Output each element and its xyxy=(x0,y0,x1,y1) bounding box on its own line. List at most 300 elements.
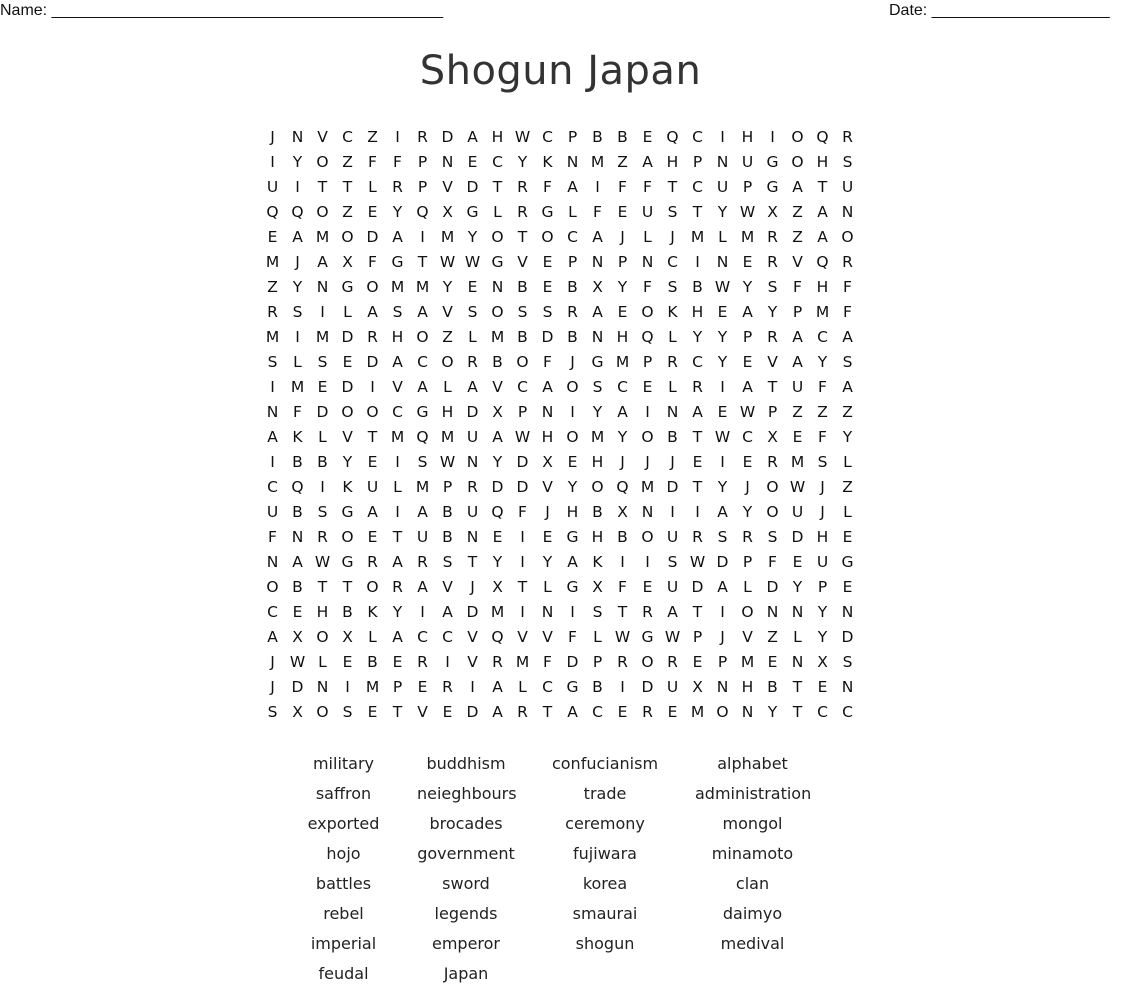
grid-letter[interactable]: A xyxy=(367,302,378,321)
grid-letter[interactable]: R xyxy=(492,652,503,671)
grid-letter[interactable]: E xyxy=(842,527,853,546)
grid-letter[interactable]: R xyxy=(692,527,703,546)
grid-letter[interactable]: M xyxy=(790,452,805,471)
grid-letter[interactable]: H xyxy=(591,452,604,471)
grid-letter[interactable]: P xyxy=(717,652,728,671)
grid-letter[interactable]: M xyxy=(315,327,330,346)
grid-letter[interactable]: N xyxy=(491,277,504,296)
grid-letter[interactable]: C xyxy=(517,377,528,396)
grid-letter[interactable]: H xyxy=(391,327,404,346)
grid-letter[interactable]: M xyxy=(740,227,755,246)
grid-letter[interactable]: B xyxy=(492,352,503,371)
grid-letter[interactable]: A xyxy=(817,202,828,221)
grid-letter[interactable]: H xyxy=(741,677,754,696)
grid-letter[interactable]: O xyxy=(366,577,379,596)
grid-letter[interactable]: Y xyxy=(817,602,828,621)
grid-letter[interactable]: I xyxy=(595,177,600,196)
grid-letter[interactable]: V xyxy=(392,377,403,396)
grid-letter[interactable]: V xyxy=(342,427,353,446)
grid-letter[interactable]: E xyxy=(617,302,628,321)
grid-letter[interactable]: F xyxy=(768,552,777,571)
grid-letter[interactable]: O xyxy=(641,427,654,446)
grid-letter[interactable]: Q xyxy=(816,127,829,146)
grid-letter[interactable]: C xyxy=(417,627,428,646)
grid-letter[interactable]: C xyxy=(267,477,278,496)
grid-letter[interactable]: X xyxy=(617,502,628,521)
grid-letter[interactable]: L xyxy=(443,377,452,396)
grid-letter[interactable]: A xyxy=(742,377,753,396)
grid-letter[interactable]: J xyxy=(645,452,650,471)
grid-letter[interactable]: G xyxy=(341,277,354,296)
grid-letter[interactable]: O xyxy=(316,627,329,646)
grid-letter[interactable]: P xyxy=(692,627,703,646)
grid-letter[interactable]: M xyxy=(615,352,630,371)
grid-letter[interactable]: I xyxy=(395,452,400,471)
grid-letter[interactable]: D xyxy=(516,477,529,496)
grid-letter[interactable]: I xyxy=(395,502,400,521)
grid-letter[interactable]: E xyxy=(642,577,653,596)
grid-letter[interactable]: R xyxy=(767,327,778,346)
grid-letter[interactable]: U xyxy=(266,502,279,521)
grid-letter[interactable]: N xyxy=(716,252,729,271)
grid-letter[interactable]: I xyxy=(770,127,775,146)
grid-letter[interactable]: L xyxy=(668,327,677,346)
grid-letter[interactable]: R xyxy=(692,377,703,396)
grid-letter[interactable]: L xyxy=(743,577,752,596)
grid-letter[interactable]: G xyxy=(491,252,504,271)
grid-letter[interactable]: C xyxy=(817,327,828,346)
grid-letter[interactable]: S xyxy=(392,302,403,321)
grid-letter[interactable]: N xyxy=(591,327,604,346)
grid-letter[interactable]: A xyxy=(467,127,478,146)
grid-letter[interactable]: O xyxy=(566,427,579,446)
grid-letter[interactable]: U xyxy=(816,552,829,571)
grid-letter[interactable]: J xyxy=(270,677,275,696)
grid-letter[interactable]: F xyxy=(618,177,627,196)
grid-letter[interactable]: W xyxy=(614,627,631,646)
grid-letter[interactable]: A xyxy=(567,177,578,196)
grid-letter[interactable]: Z xyxy=(792,227,803,246)
grid-letter[interactable]: R xyxy=(742,527,753,546)
grid-letter[interactable]: R xyxy=(467,352,478,371)
grid-letter[interactable]: B xyxy=(292,577,303,596)
grid-letter[interactable]: A xyxy=(392,552,403,571)
grid-letter[interactable]: C xyxy=(592,702,603,721)
grid-letter[interactable]: E xyxy=(617,202,628,221)
grid-letter[interactable]: Y xyxy=(617,427,628,446)
grid-letter[interactable]: X xyxy=(342,252,353,271)
grid-letter[interactable]: T xyxy=(692,427,703,446)
grid-letter[interactable]: E xyxy=(367,202,378,221)
grid-letter[interactable]: N xyxy=(266,402,279,421)
grid-letter[interactable]: L xyxy=(393,477,402,496)
grid-letter[interactable]: D xyxy=(291,677,304,696)
date-blank[interactable]: ____________________ xyxy=(931,2,1110,19)
grid-letter[interactable]: F xyxy=(293,402,302,421)
grid-letter[interactable]: Y xyxy=(567,477,578,496)
grid-letter[interactable]: I xyxy=(270,152,275,171)
grid-letter[interactable]: L xyxy=(468,327,477,346)
grid-letter[interactable]: I xyxy=(720,602,725,621)
grid-letter[interactable]: M xyxy=(490,327,505,346)
grid-letter[interactable]: E xyxy=(792,552,803,571)
grid-letter[interactable]: R xyxy=(842,127,853,146)
grid-letter[interactable]: T xyxy=(517,577,528,596)
grid-letter[interactable]: M xyxy=(690,227,705,246)
grid-letter[interactable]: A xyxy=(292,552,303,571)
grid-letter[interactable]: H xyxy=(491,127,504,146)
grid-letter[interactable]: I xyxy=(720,127,725,146)
grid-letter[interactable]: I xyxy=(295,177,300,196)
grid-letter[interactable]: M xyxy=(515,652,530,671)
grid-letter[interactable]: K xyxy=(542,152,553,171)
grid-letter[interactable]: R xyxy=(617,652,628,671)
grid-letter[interactable]: S xyxy=(717,527,728,546)
grid-letter[interactable]: J xyxy=(470,577,475,596)
grid-letter[interactable]: Y xyxy=(817,352,828,371)
grid-letter[interactable]: O xyxy=(641,527,654,546)
grid-letter[interactable]: R xyxy=(367,552,378,571)
grid-letter[interactable]: A xyxy=(642,152,653,171)
grid-letter[interactable]: B xyxy=(342,602,353,621)
grid-letter[interactable]: V xyxy=(492,377,503,396)
grid-letter[interactable]: N xyxy=(716,152,729,171)
grid-letter[interactable]: Y xyxy=(392,602,403,621)
grid-letter[interactable]: O xyxy=(316,202,329,221)
grid-letter[interactable]: O xyxy=(541,227,554,246)
grid-letter[interactable]: U xyxy=(466,427,479,446)
grid-letter[interactable]: Q xyxy=(641,327,654,346)
grid-letter[interactable]: I xyxy=(570,402,575,421)
grid-letter[interactable]: V xyxy=(517,627,528,646)
grid-letter[interactable]: L xyxy=(318,427,327,446)
grid-letter[interactable]: T xyxy=(342,177,353,196)
grid-letter[interactable]: F xyxy=(568,627,577,646)
grid-letter[interactable]: I xyxy=(320,477,325,496)
grid-letter[interactable]: N xyxy=(716,677,729,696)
grid-letter[interactable]: I xyxy=(345,677,350,696)
grid-letter[interactable]: A xyxy=(417,502,428,521)
grid-letter[interactable]: E xyxy=(667,702,678,721)
grid-letter[interactable]: C xyxy=(342,127,353,146)
grid-letter[interactable]: M xyxy=(440,227,455,246)
grid-letter[interactable]: U xyxy=(641,202,654,221)
grid-letter[interactable]: Y xyxy=(292,277,303,296)
grid-letter[interactable]: U xyxy=(841,177,854,196)
grid-letter[interactable]: V xyxy=(792,252,803,271)
grid-letter[interactable]: P xyxy=(417,177,428,196)
grid-letter[interactable]: S xyxy=(667,277,678,296)
grid-letter[interactable]: X xyxy=(292,702,303,721)
grid-letter[interactable]: W xyxy=(514,127,531,146)
grid-letter[interactable]: E xyxy=(642,377,653,396)
grid-letter[interactable]: P xyxy=(417,152,428,171)
grid-letter[interactable]: W xyxy=(664,627,681,646)
grid-letter[interactable]: N xyxy=(466,452,479,471)
grid-letter[interactable]: A xyxy=(817,227,828,246)
grid-letter[interactable]: B xyxy=(592,127,603,146)
grid-letter[interactable]: L xyxy=(643,227,652,246)
grid-letter[interactable]: C xyxy=(667,252,678,271)
grid-letter[interactable]: X xyxy=(342,627,353,646)
grid-letter[interactable]: A xyxy=(842,327,853,346)
grid-letter[interactable]: M xyxy=(390,277,405,296)
grid-letter[interactable]: E xyxy=(742,352,753,371)
grid-letter[interactable]: I xyxy=(620,552,625,571)
grid-letter[interactable]: Z xyxy=(267,277,278,296)
grid-letter[interactable]: F xyxy=(518,502,527,521)
grid-letter[interactable]: A xyxy=(442,602,453,621)
grid-letter[interactable]: Y xyxy=(742,502,753,521)
grid-letter[interactable]: T xyxy=(392,702,403,721)
grid-letter[interactable]: R xyxy=(367,327,378,346)
grid-letter[interactable]: E xyxy=(542,527,553,546)
grid-letter[interactable]: A xyxy=(842,377,853,396)
grid-letter[interactable]: Y xyxy=(392,202,403,221)
grid-letter[interactable]: A xyxy=(692,402,703,421)
grid-letter[interactable]: V xyxy=(767,352,778,371)
grid-letter[interactable]: H xyxy=(591,527,604,546)
grid-letter[interactable]: G xyxy=(766,152,779,171)
grid-letter[interactable]: M xyxy=(440,427,455,446)
grid-letter[interactable]: M xyxy=(290,377,305,396)
grid-letter[interactable]: C xyxy=(617,377,628,396)
grid-letter[interactable]: H xyxy=(816,152,829,171)
grid-letter[interactable]: Q xyxy=(616,477,629,496)
grid-letter[interactable]: E xyxy=(717,302,728,321)
grid-letter[interactable]: B xyxy=(567,327,578,346)
grid-letter[interactable]: N xyxy=(641,252,654,271)
grid-letter[interactable]: H xyxy=(666,152,679,171)
grid-letter[interactable]: V xyxy=(317,127,328,146)
grid-letter[interactable]: Z xyxy=(767,627,778,646)
grid-letter[interactable]: H xyxy=(741,127,754,146)
grid-letter[interactable]: M xyxy=(740,652,755,671)
grid-letter[interactable]: G xyxy=(591,352,604,371)
grid-letter[interactable]: E xyxy=(692,652,703,671)
grid-letter[interactable]: O xyxy=(741,602,754,621)
grid-letter[interactable]: N xyxy=(641,502,654,521)
grid-letter[interactable]: X xyxy=(442,202,453,221)
grid-letter[interactable]: S xyxy=(467,302,478,321)
grid-letter[interactable]: P xyxy=(517,402,528,421)
grid-letter[interactable]: V xyxy=(417,702,428,721)
grid-letter[interactable]: E xyxy=(792,427,803,446)
grid-letter[interactable]: T xyxy=(817,177,828,196)
grid-letter[interactable]: M xyxy=(690,702,705,721)
grid-letter[interactable]: N xyxy=(791,652,804,671)
grid-letter[interactable]: C xyxy=(692,352,703,371)
grid-letter[interactable]: N xyxy=(591,252,604,271)
grid-letter[interactable]: I xyxy=(370,377,375,396)
grid-letter[interactable]: F xyxy=(843,302,852,321)
grid-letter[interactable]: Z xyxy=(342,152,353,171)
grid-letter[interactable]: N xyxy=(541,602,554,621)
grid-letter[interactable]: I xyxy=(645,402,650,421)
grid-letter[interactable]: F xyxy=(393,152,402,171)
grid-letter[interactable]: E xyxy=(267,227,278,246)
grid-letter[interactable]: U xyxy=(741,152,754,171)
grid-letter[interactable]: A xyxy=(492,427,503,446)
grid-letter[interactable]: G xyxy=(566,577,579,596)
grid-letter[interactable]: P xyxy=(617,252,628,271)
grid-letter[interactable]: X xyxy=(292,627,303,646)
grid-letter[interactable]: E xyxy=(742,452,753,471)
grid-letter[interactable]: D xyxy=(666,477,679,496)
grid-letter[interactable]: D xyxy=(466,702,479,721)
grid-letter[interactable]: T xyxy=(542,702,553,721)
grid-letter[interactable]: I xyxy=(570,602,575,621)
grid-letter[interactable]: E xyxy=(542,277,553,296)
grid-letter[interactable]: D xyxy=(516,452,529,471)
grid-letter[interactable]: N xyxy=(791,602,804,621)
grid-letter[interactable]: Y xyxy=(617,277,628,296)
grid-letter[interactable]: Y xyxy=(467,227,478,246)
grid-letter[interactable]: O xyxy=(316,702,329,721)
grid-letter[interactable]: J xyxy=(620,452,625,471)
grid-letter[interactable]: P xyxy=(742,552,753,571)
grid-letter[interactable]: R xyxy=(267,302,278,321)
grid-letter[interactable]: L xyxy=(543,577,552,596)
grid-letter[interactable]: O xyxy=(491,227,504,246)
grid-letter[interactable]: I xyxy=(620,677,625,696)
grid-letter[interactable]: W xyxy=(289,652,306,671)
grid-letter[interactable]: D xyxy=(541,327,554,346)
grid-letter[interactable]: A xyxy=(742,302,753,321)
grid-letter[interactable]: Q xyxy=(416,202,429,221)
grid-letter[interactable]: N xyxy=(266,552,279,571)
grid-letter[interactable]: Y xyxy=(517,152,528,171)
grid-letter[interactable]: K xyxy=(592,552,603,571)
grid-letter[interactable]: S xyxy=(292,302,303,321)
grid-letter[interactable]: X xyxy=(767,427,778,446)
grid-letter[interactable]: C xyxy=(417,352,428,371)
grid-letter[interactable]: G xyxy=(841,552,854,571)
grid-letter[interactable]: Z xyxy=(342,202,353,221)
grid-letter[interactable]: Q xyxy=(416,427,429,446)
grid-letter[interactable]: X xyxy=(492,402,503,421)
grid-letter[interactable]: E xyxy=(367,702,378,721)
grid-letter[interactable]: O xyxy=(791,127,804,146)
grid-letter[interactable]: T xyxy=(317,177,328,196)
grid-letter[interactable]: V xyxy=(542,477,553,496)
grid-letter[interactable]: I xyxy=(295,327,300,346)
grid-letter[interactable]: R xyxy=(317,527,328,546)
grid-letter[interactable]: N xyxy=(566,152,579,171)
grid-letter[interactable]: Y xyxy=(442,277,453,296)
grid-letter[interactable]: A xyxy=(267,427,278,446)
grid-letter[interactable]: T xyxy=(617,602,628,621)
grid-letter[interactable]: R xyxy=(392,577,403,596)
grid-letter[interactable]: P xyxy=(792,302,803,321)
grid-letter[interactable]: Y xyxy=(717,352,728,371)
grid-letter[interactable]: R xyxy=(667,352,678,371)
grid-letter[interactable]: A xyxy=(567,702,578,721)
grid-letter[interactable]: E xyxy=(542,252,553,271)
grid-letter[interactable]: L xyxy=(493,202,502,221)
grid-letter[interactable]: Q xyxy=(666,127,679,146)
grid-letter[interactable]: Y xyxy=(792,577,803,596)
grid-letter[interactable]: T xyxy=(692,602,703,621)
grid-letter[interactable]: O xyxy=(266,577,279,596)
grid-letter[interactable]: N xyxy=(766,602,779,621)
grid-letter[interactable]: F xyxy=(543,352,552,371)
grid-letter[interactable]: S xyxy=(767,527,778,546)
grid-letter[interactable]: P xyxy=(392,677,403,696)
grid-letter[interactable]: E xyxy=(567,452,578,471)
grid-letter[interactable]: T xyxy=(767,377,778,396)
grid-letter[interactable]: S xyxy=(842,152,853,171)
grid-letter[interactable]: A xyxy=(717,577,728,596)
grid-letter[interactable]: J xyxy=(570,352,575,371)
grid-letter[interactable]: S xyxy=(592,377,603,396)
grid-letter[interactable]: O xyxy=(641,652,654,671)
grid-letter[interactable]: D xyxy=(566,652,579,671)
grid-letter[interactable]: D xyxy=(766,577,779,596)
grid-letter[interactable]: E xyxy=(717,402,728,421)
grid-letter[interactable]: T xyxy=(492,177,503,196)
grid-letter[interactable]: M xyxy=(415,477,430,496)
grid-letter[interactable]: Y xyxy=(842,427,853,446)
grid-letter[interactable]: I xyxy=(670,502,675,521)
grid-letter[interactable]: U xyxy=(666,577,679,596)
grid-letter[interactable]: V xyxy=(442,177,453,196)
grid-letter[interactable]: W xyxy=(714,427,731,446)
grid-letter[interactable]: J xyxy=(270,652,275,671)
grid-letter[interactable]: F xyxy=(268,527,277,546)
grid-letter[interactable]: Y xyxy=(742,277,753,296)
grid-letter[interactable]: D xyxy=(791,527,804,546)
grid-letter[interactable]: N xyxy=(666,402,679,421)
grid-letter[interactable]: O xyxy=(716,702,729,721)
grid-letter[interactable]: F xyxy=(793,277,802,296)
grid-letter[interactable]: R xyxy=(442,677,453,696)
grid-letter[interactable]: G xyxy=(641,627,654,646)
grid-letter[interactable]: H xyxy=(316,602,329,621)
grid-letter[interactable]: Z xyxy=(367,127,378,146)
grid-letter[interactable]: G xyxy=(566,677,579,696)
grid-letter[interactable]: Q xyxy=(491,627,504,646)
grid-letter[interactable]: J xyxy=(670,227,675,246)
grid-letter[interactable]: O xyxy=(516,352,529,371)
grid-letter[interactable]: B xyxy=(517,277,528,296)
grid-letter[interactable]: J xyxy=(720,627,725,646)
grid-letter[interactable]: B xyxy=(292,452,303,471)
grid-letter[interactable]: H xyxy=(816,277,829,296)
grid-letter[interactable]: A xyxy=(542,377,553,396)
grid-letter[interactable]: B xyxy=(667,427,678,446)
grid-letter[interactable]: N xyxy=(316,277,329,296)
grid-letter[interactable]: Y xyxy=(692,327,703,346)
grid-letter[interactable]: B xyxy=(767,677,778,696)
grid-letter[interactable]: H xyxy=(816,527,829,546)
grid-letter[interactable]: U xyxy=(716,177,729,196)
grid-letter[interactable]: S xyxy=(592,602,603,621)
grid-letter[interactable]: D xyxy=(841,627,854,646)
grid-letter[interactable]: T xyxy=(467,552,478,571)
grid-letter[interactable]: F xyxy=(543,652,552,671)
grid-letter[interactable]: N xyxy=(841,602,854,621)
grid-letter[interactable]: S xyxy=(517,302,528,321)
grid-letter[interactable]: P xyxy=(567,252,578,271)
grid-letter[interactable]: R xyxy=(517,177,528,196)
grid-letter[interactable]: D xyxy=(466,402,479,421)
grid-letter[interactable]: U xyxy=(366,477,379,496)
grid-letter[interactable]: B xyxy=(617,527,628,546)
grid-letter[interactable]: M xyxy=(365,677,380,696)
grid-letter[interactable]: L xyxy=(718,227,727,246)
grid-letter[interactable]: D xyxy=(691,577,704,596)
